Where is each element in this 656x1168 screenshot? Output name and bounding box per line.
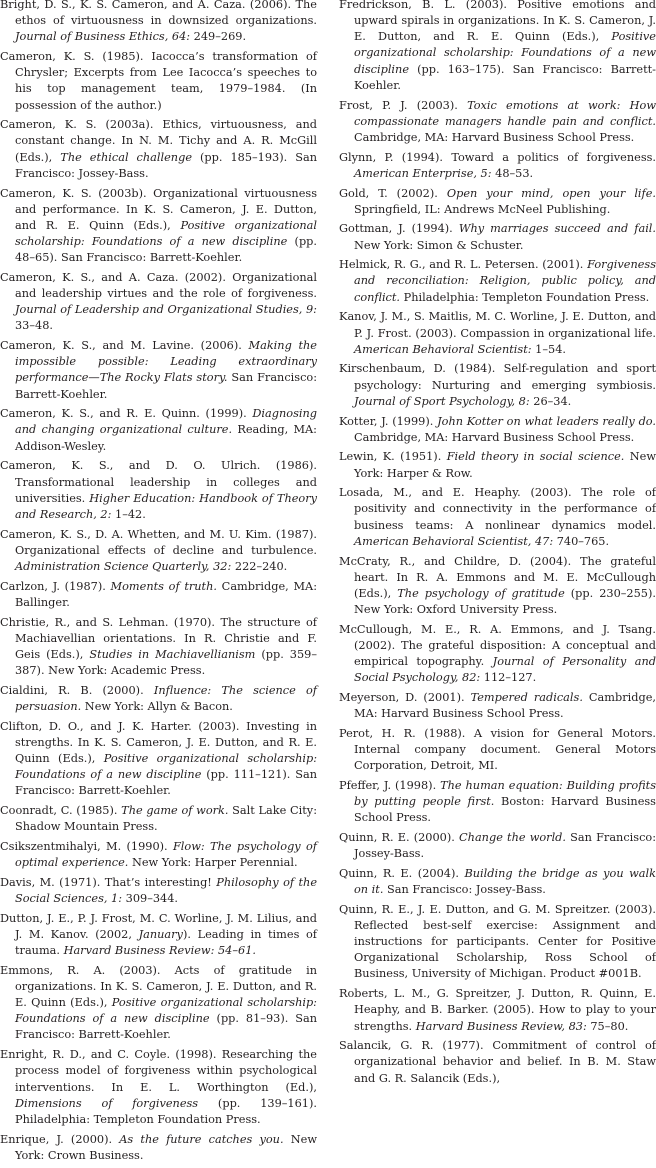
reference-text: (pp. 139–161). Philadelphia: Templeton Foundation Press.	[15, 1096, 317, 1126]
reference-italic-text: The human equation: Building profits by putting people first.	[354, 778, 656, 809]
reference-entry	[0, 615, 317, 680]
reference-text: Cameron, K. S., and R. E. Quinn. (1999).	[0, 407, 253, 421]
reference-text: Frost, P. J. (2003).	[339, 98, 468, 112]
reference-italic-text: The psychology of gratitude	[397, 586, 565, 600]
reference-text: Helmick, R. G., and R. L. Petersen. (2001).	[339, 258, 588, 272]
reference-italic-text: Making the impossible possible: Leading extraordinary performance—The Rocky Flats story.	[15, 339, 317, 385]
reference-text: 740–765.	[553, 534, 610, 548]
reference-italic-text: American Behavioral Scientist:	[354, 342, 532, 356]
reference-italic-text: The game of work.	[121, 804, 229, 818]
reference-entry	[339, 778, 656, 826]
reference-italic-text: Administration Science Quarterly, 32:	[15, 559, 232, 573]
reference-text: ). Leading in times of trauma.	[15, 927, 317, 958]
reference-text: Cambridge, MA: Harvard Business School Press.	[354, 130, 635, 144]
reference-text: San Francisco: Barrett-Koehler.	[15, 371, 317, 401]
reference-italic-text: Philosophy of the Social Sciences, 1:	[15, 875, 317, 906]
reference-text: Cameron, K. S. (2003a). Ethics, virtuousness, and constant change. In N. M. Tichy and A. R. McGill (Eds.),	[0, 118, 317, 164]
reference-italic-text: January	[138, 927, 183, 941]
reference-entry	[0, 683, 317, 715]
reference-text: Lewin, K. (1951).	[339, 450, 447, 464]
reference-entry	[339, 622, 656, 687]
reference-entry	[339, 554, 656, 619]
reference-text: 1–54.	[531, 342, 566, 356]
reference-text: Kotter, J. (1999).	[339, 414, 438, 428]
reference-italic-text: Harvard Business Review, 83:	[415, 1019, 587, 1033]
reference-entry	[339, 361, 656, 409]
reference-text: Enright, R. D., and C. Coyle. (1998). Researching the process model of forgiveness within psychological interventions. In E. L. Worthington (Ed.),	[0, 1048, 317, 1094]
reference-italic-text: Moments of truth.	[110, 579, 217, 593]
reference-entry	[0, 839, 317, 871]
reference-text: Reading, MA: Addison-Wesley.	[15, 423, 317, 453]
reference-text: 1–42.	[111, 507, 146, 521]
reference-text: 48–53.	[491, 166, 534, 180]
reference-text: Enrique, J. (2000).	[0, 1132, 120, 1146]
reference-text: (pp. 359–387). New York: Academic Press.	[15, 647, 318, 678]
reference-italic-text: Field theory in social science.	[446, 450, 625, 464]
reference-italic-text: Journal of Leadership and Organizational Studies, 9:	[15, 303, 317, 317]
reference-entry	[0, 338, 317, 403]
reference-italic-text: Dimensions of forgiveness	[15, 1096, 199, 1110]
reference-entry	[339, 150, 656, 182]
reference-text: Philadelphia: Templeton Foundation Press.	[400, 290, 650, 304]
reference-text: San Francisco: Jossey-Bass.	[383, 883, 546, 897]
reference-text: Gold, T. (2002).	[339, 186, 447, 200]
reference-text: New York: Simon & Schuster.	[354, 238, 524, 252]
reference-entry	[0, 0, 317, 45]
reference-text: Kanov, J. M., S. Maitlis, M. C. Worline, J. E. Dutton, and P. J. Frost. (2003). Compassion in organizational life.	[339, 310, 656, 340]
reference-text: New York: Harper & Row.	[354, 450, 656, 480]
reference-text: Glynn, P. (1994). Toward a politics of forgiveness.	[339, 150, 656, 164]
reference-italic-text: Harvard Business Review: 54–61.	[63, 944, 256, 958]
reference-text: Salancik, G. R. (1977). Commitment of control of organizational behavior and belief. In B. M. Staw and G. R. Salancik (Eds.),	[339, 1039, 656, 1085]
reference-entry	[339, 309, 656, 357]
reference-entry	[0, 527, 317, 575]
reference-italic-text: Tempered radicals.	[470, 690, 583, 704]
reference-text: Davis, M. (1971). That’s interesting!	[0, 875, 217, 889]
reference-entry	[0, 49, 317, 114]
reference-text: Gottman, J. (1994).	[339, 222, 459, 236]
reference-text: Cialdini, R. B. (2000).	[0, 683, 154, 697]
reference-text: 33–48.	[15, 319, 53, 333]
reference-text: Quinn, R. E. (2000).	[339, 831, 460, 844]
reference-text: (pp. 48–65). San Francisco: Barrett-Koehler.	[15, 234, 317, 265]
reference-italic-text: Building the bridge as you walk on it.	[354, 866, 656, 897]
reference-italic-text: Journal of Business Ethics, 64:	[15, 30, 191, 44]
reference-text: Quinn, R. E., J. E. Dutton, and G. M. Spreitzer. (2003). Reflected best-self exercise: Assignment and instructions for participants. Center for Positive Organizational Scholarship, Ross School of Business, University of Michigan. Product #001B.	[339, 902, 656, 981]
reference-italic-text: Higher Education: Handbook of Theory and Research, 2:	[15, 491, 317, 521]
reference-entry	[339, 485, 656, 550]
reference-text: Roberts, L. M., G. Spreitzer, J. Dutton, R. Quinn, E. Heaphy, and B. Barker. (2005). How to play to your strengths.	[339, 987, 656, 1033]
reference-entry	[0, 270, 317, 335]
reference-text: Cameron, K. S. (1985). Iacocca’s transformation of Chrysler; Excerpts from Lee Iacocca’s speeches to his top management team, 1979–1984. (In possession of the author.)	[0, 50, 317, 112]
reference-text: Perot, H. R. (1988). A vision for General Motors. Internal company document. General Motors Corporation, Detroit, MI.	[339, 726, 656, 773]
reference-entry	[0, 406, 317, 454]
reference-italic-text: Studies in Machiavellianism	[89, 647, 256, 661]
reference-italic-text: Forgiveness and reconciliation: Religion, public policy, and conflict.	[354, 258, 656, 304]
reference-text: New York: Harper Perennial.	[128, 856, 298, 870]
reference-entry	[0, 1132, 317, 1164]
reference-italic-text: American Enterprise, 5:	[354, 166, 492, 180]
reference-entry	[339, 1038, 656, 1086]
reference-text: Cambridge, MA: Harvard Business School Press.	[354, 430, 635, 444]
reference-entry	[339, 257, 656, 305]
reference-text: Meyerson, D. (2001).	[339, 690, 471, 704]
reference-text: Coonradt, C. (1985).	[0, 804, 122, 818]
reference-text: Cambridge, MA: Ballinger.	[15, 579, 317, 609]
reference-entry	[339, 0, 656, 94]
reference-text: Fredrickson, B. L. (2003). Positive emotions and upward spirals in organizations. In K. S. Cameron, J. E. Dutton, and R. E. Quinn (Eds.),	[339, 0, 656, 44]
reference-italic-text: Positive organizational scholarship: Foundations of a new discipline	[15, 752, 317, 782]
reference-text: Losada, M., and E. Heaphy. (2003). The role of positivity and connectivity in the performance of business teams: A nonlinear dynamics model.	[339, 486, 656, 532]
reference-text: Cameron, K. S., and D. O. Ulrich. (1986). Transformational leadership in colleges and universities.	[0, 459, 317, 505]
reference-text: Cameron, K. S., D. A. Whetten, and M. U. Kim. (1987). Organizational effects of decline and turbulence.	[0, 527, 317, 557]
reference-entry	[339, 726, 656, 774]
reference-text: Boston: Harvard Business School Press.	[354, 795, 656, 825]
reference-text: Kirschenbaum, D. (1984). Self-regulation and sport psychology: Nurturing and emerging symbiosis.	[339, 362, 656, 392]
reference-text: Christie, R., and S. Lehman. (1970). The structure of Machiavellian orientations. In R. Christie and F. Geis (Eds.),	[0, 615, 317, 661]
reference-italic-text: Influence: The science of persuasion.	[15, 683, 317, 713]
reference-entry	[0, 803, 317, 835]
reference-italic-text: The ethical challenge	[60, 150, 193, 164]
reference-text: New York: Crown Business.	[15, 1132, 317, 1162]
reference-entry	[339, 902, 656, 983]
reference-entry	[339, 690, 656, 722]
reference-text: (pp. 81–93). San Francisco: Barrett-Koehler.	[15, 1012, 318, 1042]
reference-text: Cameron, K. S. (2003b). Organizational virtuousness and performance. In K. S. Cameron, J. E. Dutton, and R. E. Quinn (Eds.),	[0, 186, 317, 232]
reference-text: Cameron, K. S., and M. Lavine. (2006).	[0, 339, 249, 353]
reference-entry	[339, 449, 656, 481]
reference-entry	[339, 221, 656, 253]
reference-italic-text: Change the world.	[459, 831, 567, 844]
reference-text: Csikszentmihalyi, M. (1990).	[0, 839, 173, 853]
reference-italic-text: Positive organizational scholarship: Foundations of a new discipline	[15, 996, 317, 1026]
reference-text: Pfeffer, J. (1998).	[339, 778, 441, 792]
reference-entry	[0, 875, 317, 907]
reference-italic-text: John Kotter on what leaders really do.	[437, 414, 656, 428]
reference-italic-text: American Behavioral Scientist, 47:	[354, 534, 554, 548]
reference-text: (pp. 163–175). San Francisco: Barrett-Koehler.	[354, 62, 656, 92]
reference-text: Cambridge, MA: Harvard Business School Press.	[354, 690, 656, 721]
reference-entry	[0, 458, 317, 523]
reference-text: San Francisco: Jossey-Bass.	[354, 831, 656, 861]
reference-text: Salt Lake City: Shadow Mountain Press.	[15, 804, 317, 834]
reference-text: (pp. 185–193). San Francisco: Jossey-Bass.	[15, 150, 317, 180]
reference-entry	[0, 186, 317, 267]
reference-italic-text: Positive organizational scholarship: Foundations of a new discipline	[354, 30, 656, 76]
reference-italic-text: Toxic emotions at work: How compassionate managers handle pain and conflict.	[354, 98, 656, 128]
reference-text: Springfield, IL: Andrews McNeel Publishing.	[354, 202, 611, 216]
reference-entry	[339, 830, 656, 862]
reference-italic-text: Flow: The psychology of optimal experience.	[15, 839, 317, 870]
reference-italic-text: Positive organizational scholarship: Foundations of a new discipline	[15, 218, 317, 248]
reference-entry	[0, 1047, 317, 1128]
reference-entry	[0, 911, 317, 959]
reference-text: Clifton, D. O., and J. K. Harter. (2003). Investing in strengths. In K. S. Cameron, J. E. Dutton, and R. E. Quinn (Eds.),	[0, 719, 317, 765]
reference-text: Cameron, K. S., and A. Caza. (2002). Organizational and leadership virtues and the role of forgiveness.	[0, 270, 317, 301]
reference-text: 112–127.	[480, 671, 537, 685]
reference-text: 249–269.	[190, 30, 247, 44]
reference-italic-text: Diagnosing and changing organizational culture.	[15, 407, 317, 437]
reference-italic-text: Open your mind, open your life.	[446, 186, 656, 200]
reference-text: Bright, D. S., K. S. Cameron, and A. Caza. (2006). The ethos of virtuousness in downsized organizations.	[0, 0, 317, 28]
reference-italic-text: Journal of Sport Psychology, 8:	[354, 394, 530, 408]
reference-entry	[0, 963, 317, 1044]
reference-text: 75–80.	[586, 1019, 629, 1033]
reference-entry	[339, 414, 656, 446]
reference-entry	[339, 986, 656, 1034]
reference-entry	[0, 579, 317, 611]
references-left-column	[0, 0, 317, 1168]
reference-italic-text: Journal of Personality and Social Psychology, 82:	[354, 655, 656, 685]
reference-entry	[0, 719, 317, 800]
reference-text: Emmons, R. A. (2003). Acts of gratitude in organizations. In K. S. Cameron, J. E. Dutton, and R. E. Quinn (Eds.),	[0, 963, 317, 1010]
reference-text: 309–344.	[122, 892, 179, 906]
reference-entry	[0, 117, 317, 182]
reference-text: 26–34.	[529, 394, 572, 408]
reference-text: New York: Allyn & Bacon.	[81, 699, 233, 713]
reference-entry	[339, 866, 656, 898]
references-right-column	[339, 0, 656, 1090]
reference-entry	[339, 186, 656, 218]
reference-text: McCraty, R., and Childre, D. (2004). The grateful heart. In R. A. Emmons and M. E. McCullough (Eds.),	[339, 554, 656, 600]
reference-text: 222–240.	[231, 559, 288, 573]
reference-italic-text: Why marriages succeed and fail.	[458, 222, 656, 236]
reference-text: Quinn, R. E. (2004).	[339, 866, 465, 880]
reference-text: Dutton, J. E., P. J. Frost, M. C. Worline, J. M. Lilius, and J. M. Kanov. (2002,	[0, 911, 317, 941]
reference-text: (pp. 230–255). New York: Oxford University Press.	[354, 586, 656, 616]
reference-text: (pp. 111–121). San Francisco: Barrett-Koehler.	[15, 768, 317, 798]
reference-text: McCullough, M. E., R. A. Emmons, and J. Tsang. (2002). The grateful disposition: A conceptual and empirical topography.	[339, 622, 656, 669]
reference-text: Carlzon, J. (1987).	[0, 579, 111, 593]
reference-entry	[339, 98, 656, 146]
reference-italic-text: As the future catches you.	[119, 1132, 284, 1146]
